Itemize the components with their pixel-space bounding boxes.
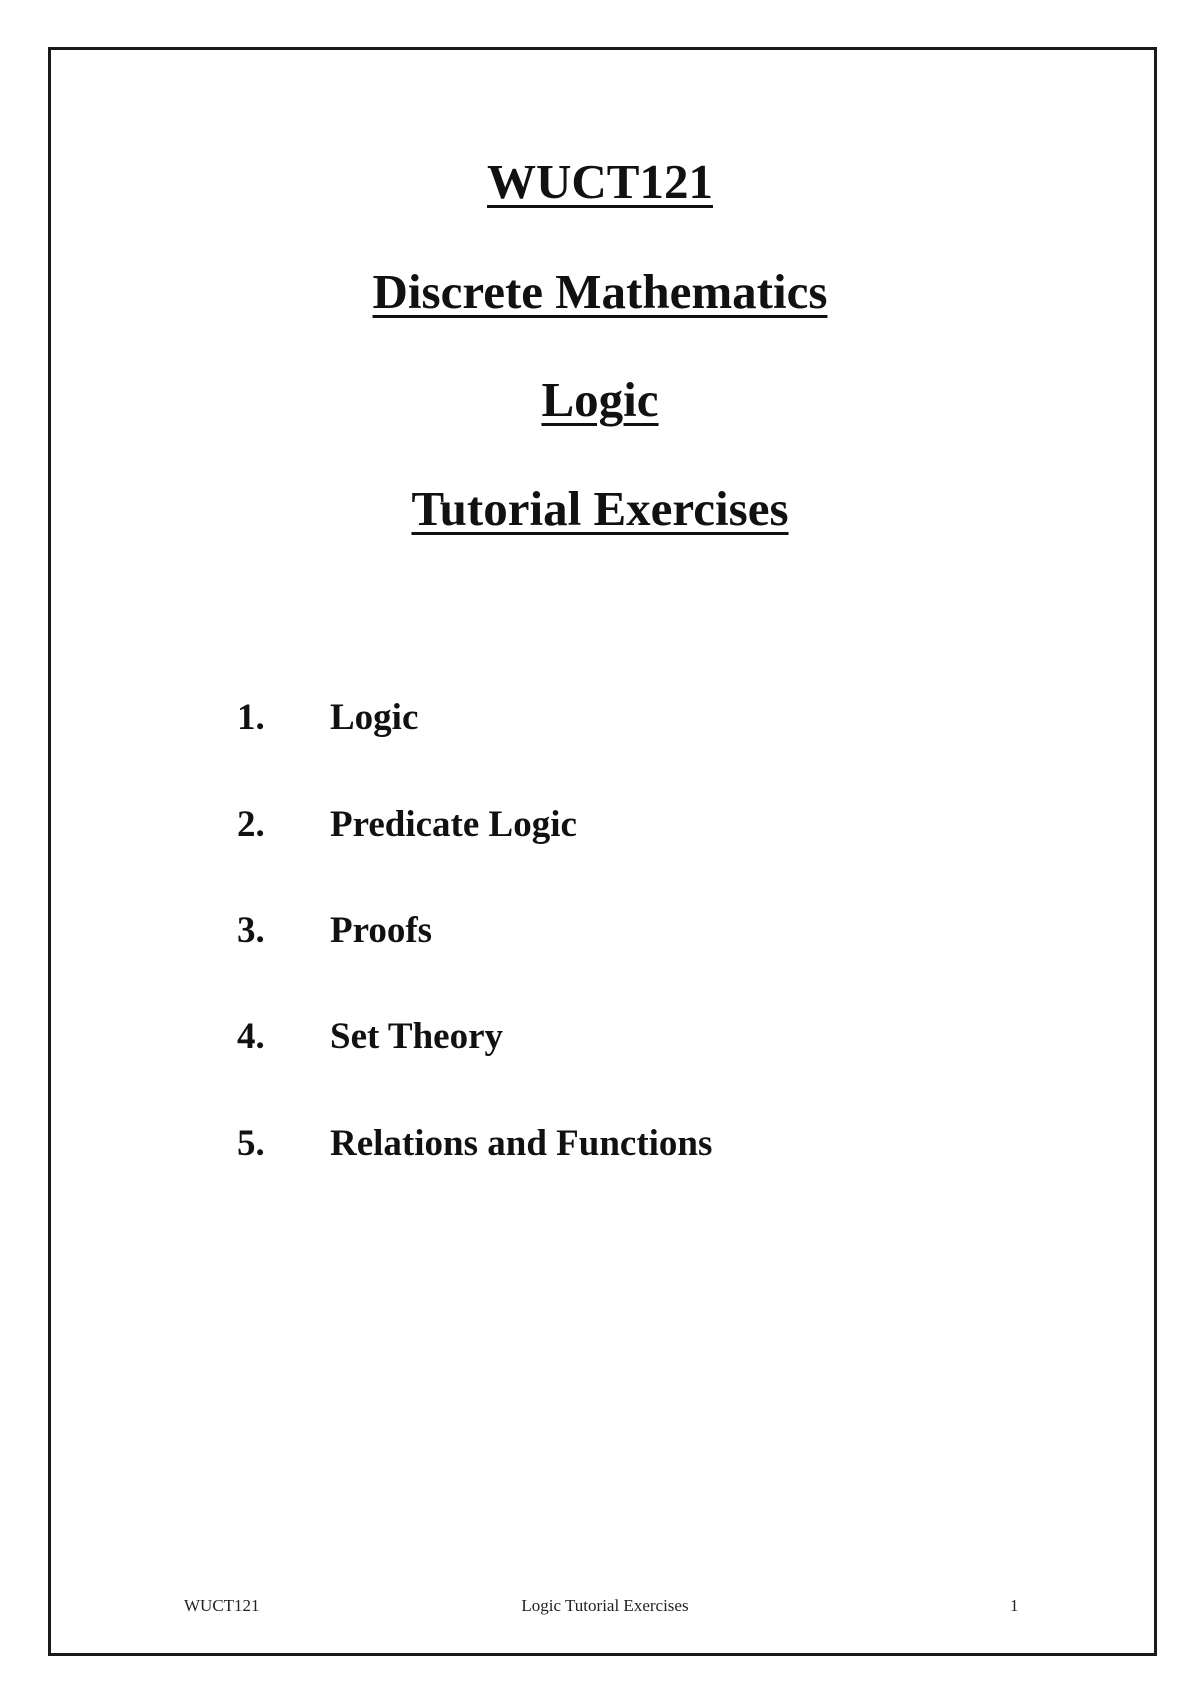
topic-heading xyxy=(0,372,1200,427)
contents-item-label: Logic xyxy=(330,697,419,738)
contents-item xyxy=(237,1125,712,1162)
contents-item-number: 3. xyxy=(237,910,265,951)
contents-item-label: Set Theory xyxy=(330,1016,504,1057)
contents-item-label: Proofs xyxy=(330,910,433,951)
contents-item xyxy=(237,1018,503,1055)
course-name-heading xyxy=(0,264,1200,319)
contents-item-number: 5. xyxy=(237,1123,265,1164)
document-type-text: Tutorial Exercises xyxy=(411,481,789,536)
contents-item-label: Relations and Functions xyxy=(330,1123,713,1164)
contents-item-label: Predicate Logic xyxy=(330,804,577,845)
course-name-text: Discrete Mathematics xyxy=(372,264,828,319)
footer-page-number: 1 xyxy=(1010,1596,1019,1615)
footer-title: Logic Tutorial Exercises xyxy=(521,1596,689,1615)
contents-item xyxy=(237,699,418,736)
contents-item xyxy=(237,912,432,949)
contents-item-number: 1. xyxy=(237,697,265,738)
contents-item-number: 2. xyxy=(237,804,265,845)
document-type-heading xyxy=(0,481,1200,536)
course-code-heading xyxy=(0,154,1200,209)
footer-course-code: WUCT121 xyxy=(184,1596,260,1615)
contents-item xyxy=(237,806,577,843)
contents-item-number: 4. xyxy=(237,1016,265,1057)
topic-text: Logic xyxy=(541,372,659,427)
course-code-text: WUCT121 xyxy=(487,154,713,209)
